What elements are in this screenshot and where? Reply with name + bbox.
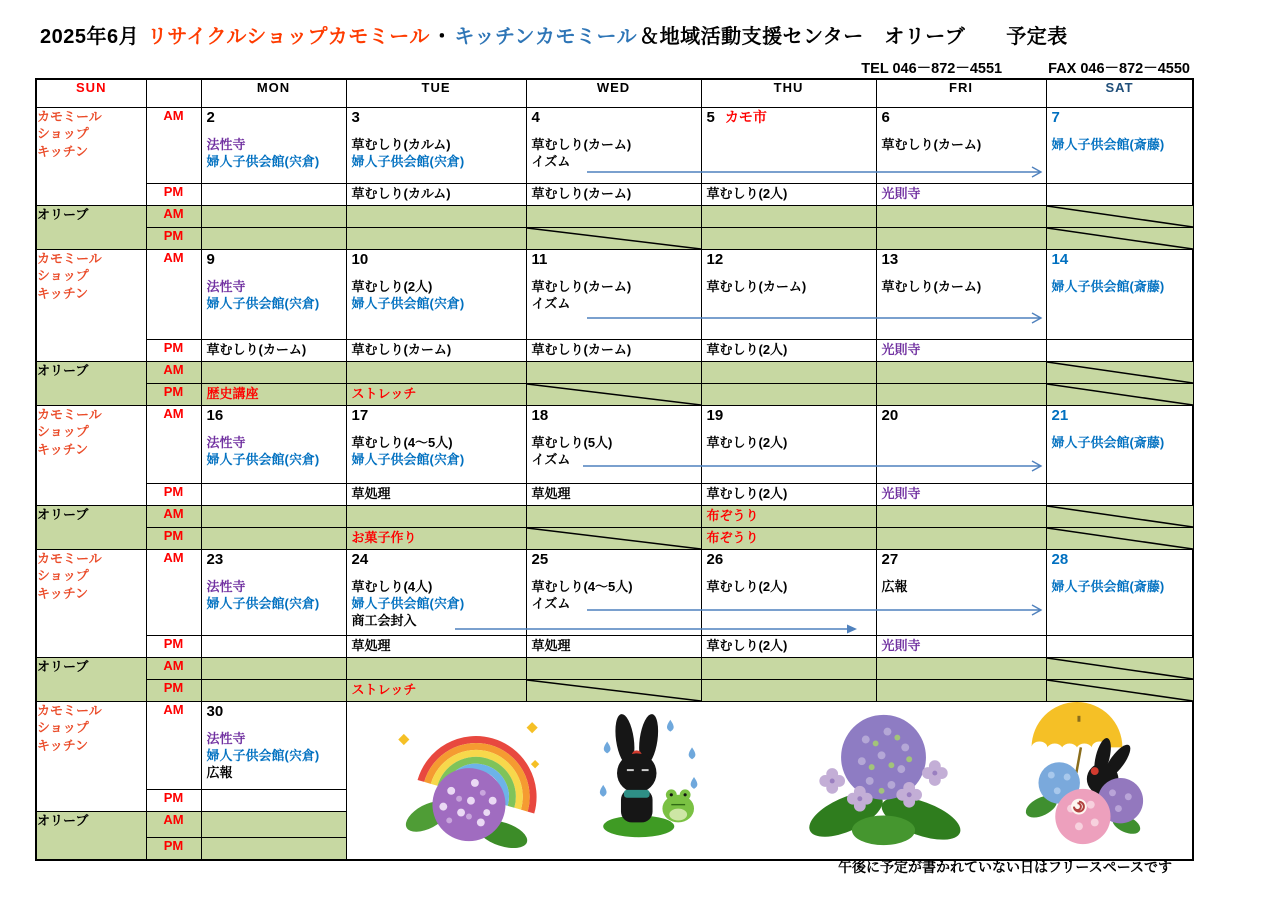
day-cell-pm [1046, 339, 1193, 361]
pm-label: PM [146, 183, 201, 205]
pm-label: PM [146, 527, 201, 549]
day-number: 25 [531, 550, 549, 568]
day-cell-am [701, 107, 876, 183]
event-text: 婦人子供会館(宍倉) [206, 451, 320, 467]
event-text: 草むしり(4人) [351, 579, 433, 594]
event-text: 光則寺 [881, 485, 921, 501]
event-text: 草むしり(2人) [351, 279, 433, 294]
event-text: 草むしり(カーム) [531, 341, 632, 357]
event-text: 草むしり(2人) [706, 637, 788, 653]
day-cell-pm [526, 339, 701, 361]
day-cell-am [1046, 249, 1193, 339]
day-cell-pm [876, 635, 1046, 657]
day-cell-am [201, 249, 346, 339]
olive-cell-pm [701, 679, 876, 701]
olive-cell-pm [876, 679, 1046, 701]
day-cell-pm [701, 635, 876, 657]
pm-label: PM [146, 383, 201, 405]
diagonal-line [1047, 658, 1193, 679]
olive-cell-pm [201, 527, 346, 549]
day-number: 13 [881, 250, 899, 268]
event-text: ストレッチ [351, 385, 417, 401]
header-ampm-col [146, 79, 201, 107]
pm-label: PM [146, 789, 201, 811]
event-text: 商工会封入 [351, 612, 417, 628]
event-text: 婦人子供会館(宍倉) [351, 153, 465, 169]
pm-label: PM [146, 339, 201, 361]
event-text: イズム [531, 295, 571, 311]
diagonal-line [1047, 362, 1193, 383]
olive-cell-am [526, 361, 701, 383]
diagonal-line [1047, 206, 1193, 227]
seasonal-illustrations [347, 702, 1194, 854]
day-badge: カモ市 [724, 108, 767, 125]
event-text: 草むしり(カーム) [531, 185, 632, 201]
am-label: AM [146, 405, 201, 483]
olive-cell-am [526, 657, 701, 679]
day-cell-am [876, 405, 1046, 483]
day-cell-am [1046, 107, 1193, 183]
olive-cell-am [1046, 361, 1193, 383]
olive-cell-pm [701, 527, 876, 549]
am-label: AM [146, 549, 201, 635]
olive-cell-pm [201, 679, 346, 701]
event-text: 草むしり(4～5人) [351, 435, 453, 450]
pm-label: PM [146, 679, 201, 701]
olive-cell-am [201, 505, 346, 527]
olive-cell-pm [526, 227, 701, 249]
am-label: AM [146, 205, 201, 227]
event-text: 婦人子供会館(宍倉) [206, 595, 320, 611]
group-label-chamomile: カモミール ショップ キッチン [36, 405, 146, 505]
event-text: 草むしり(2人) [706, 579, 788, 594]
day-number: 19 [706, 406, 724, 424]
day-cell-pm [1046, 183, 1193, 205]
header-thu: THU [701, 79, 876, 107]
footer-note: 午後に予定が書かれていない日はフリースペースです [837, 859, 1172, 875]
day-cell-am [526, 405, 701, 483]
olive-cell-am [346, 657, 526, 679]
olive-cell-pm [1046, 227, 1193, 249]
event-text: 光則寺 [881, 341, 921, 357]
rainbow-hydrangea-illustration [398, 722, 546, 853]
event-text: 婦人子供会館(宍倉) [206, 747, 320, 763]
header-mon: MON [201, 79, 346, 107]
day-cell-am [526, 549, 701, 635]
event-text: 婦人子供会館(斎藤) [1051, 435, 1165, 450]
day-cell-pm [201, 789, 346, 811]
day-number: 5 カモ市 [706, 108, 767, 126]
day-number: 23 [206, 550, 224, 568]
event-text: 草むしり(4～5人) [531, 579, 633, 594]
event-text: 草むしり(カーム) [351, 341, 452, 357]
day-cell-pm [526, 483, 701, 505]
event-text: 布ぞうり [706, 507, 759, 523]
umbrella-rabbit-hydrangea-illustration [1022, 702, 1143, 844]
olive-cell-pm [701, 383, 876, 405]
day-cell-am [701, 249, 876, 339]
day-number: 4 [531, 108, 540, 126]
day-cell-pm [526, 183, 701, 205]
day-cell-am [876, 549, 1046, 635]
event-text: 婦人子供会館(斎藤) [1051, 137, 1165, 152]
day-cell-am [876, 249, 1046, 339]
event-text: 草むしり(カーム) [706, 279, 807, 294]
olive-cell-am [701, 505, 876, 527]
olive-cell-am [526, 505, 701, 527]
event-text: 草むしり(5人) [531, 435, 613, 450]
group-label-chamomile: カモミール ショップ キッチン [36, 249, 146, 361]
group-label-olive: オリーブ [36, 505, 146, 549]
day-number: 6 [881, 108, 890, 126]
day-number: 10 [351, 250, 369, 268]
olive-cell-am [701, 657, 876, 679]
olive-cell-pm [876, 383, 1046, 405]
pm-label: PM [146, 483, 201, 505]
event-text: 広報 [881, 579, 908, 594]
event-text: イズム [531, 451, 571, 467]
header-sun: SUN [36, 79, 146, 107]
page-title [40, 20, 1070, 49]
event-text: 草むしり(カーム) [531, 137, 632, 152]
rabbit-frog-rain-illustration [599, 712, 696, 836]
olive-cell-pm [1046, 527, 1193, 549]
olive-cell-am [346, 205, 526, 227]
am-label: AM [146, 701, 201, 789]
event-text: イズム [531, 153, 571, 169]
day-number: 12 [706, 250, 724, 268]
olive-cell-pm [876, 227, 1046, 249]
day-cell-pm [201, 183, 346, 205]
olive-cell-am [201, 205, 346, 227]
event-text: 法性寺 [206, 579, 246, 594]
day-cell-am [346, 405, 526, 483]
olive-cell-pm [201, 227, 346, 249]
day-number: 28 [1051, 550, 1069, 568]
title-rest: ＆地域活動支援センター オリーブ 予定表 [639, 26, 1068, 48]
olive-cell-am [876, 505, 1046, 527]
diagonal-line [1047, 506, 1193, 527]
olive-cell-pm [346, 679, 526, 701]
olive-cell-pm [526, 679, 701, 701]
day-cell-pm [876, 483, 1046, 505]
day-cell-am [1046, 405, 1193, 483]
day-cell-pm [346, 339, 526, 361]
day-cell-pm [201, 483, 346, 505]
event-text: 草むしり(2人) [706, 185, 788, 201]
event-text: 婦人子供会館(斎藤) [1051, 279, 1165, 294]
event-text: 婦人子供会館(宍倉) [351, 451, 465, 467]
day-cell-am [201, 405, 346, 483]
day-cell-am [876, 107, 1046, 183]
olive-cell-am [701, 205, 876, 227]
olive-cell-am [201, 811, 346, 838]
day-number: 14 [1051, 250, 1069, 268]
day-cell-pm [1046, 483, 1193, 505]
olive-cell-am [201, 657, 346, 679]
event-text: 布ぞうり [706, 529, 759, 545]
day-number: 30 [206, 702, 224, 720]
event-text: 法性寺 [206, 731, 246, 746]
day-cell-am [201, 549, 346, 635]
group-label-olive: オリーブ [36, 205, 146, 249]
olive-cell-am [1046, 205, 1193, 227]
day-cell-pm [876, 339, 1046, 361]
group-label-chamomile: カモミール ショップ キッチン [36, 107, 146, 205]
pm-label: PM [146, 635, 201, 657]
header-tue: TUE [346, 79, 526, 107]
hydrangea-bouquet-illustration [803, 714, 966, 848]
event-text: 婦人子供会館(斎藤) [1051, 579, 1165, 594]
olive-cell-pm [346, 527, 526, 549]
event-text: 草むしり(2人) [706, 485, 788, 501]
event-text: 草処理 [531, 637, 571, 653]
day-cell-am [701, 405, 876, 483]
diagonal-line [527, 228, 701, 249]
event-text: 広報 [206, 764, 233, 780]
event-text: 草処理 [351, 637, 391, 653]
olive-cell-pm [526, 527, 701, 549]
olive-cell-am [1046, 657, 1193, 679]
day-number: 7 [1051, 108, 1060, 126]
day-number: 20 [881, 406, 899, 424]
event-text: 草処理 [531, 485, 571, 501]
event-text: 光則寺 [881, 185, 921, 201]
title-separator: ・ [431, 26, 453, 48]
event-text: 草むしり(カーム) [206, 341, 307, 357]
am-label: AM [146, 657, 201, 679]
day-cell-pm [346, 183, 526, 205]
event-text: お菓子作り [351, 529, 417, 545]
group-label-chamomile: カモミール ショップ キッチン [36, 701, 146, 811]
group-label-olive: オリーブ [36, 811, 146, 860]
group-label-olive: オリーブ [36, 361, 146, 405]
event-text: 草むしり(カーム) [881, 137, 982, 152]
day-cell-am [201, 107, 346, 183]
event-text: 草むしり(カーム) [881, 279, 982, 294]
am-label: AM [146, 505, 201, 527]
pm-label: PM [146, 838, 201, 860]
day-number: 3 [351, 108, 360, 126]
diagonal-line [1047, 528, 1193, 549]
day-cell-pm [701, 339, 876, 361]
diagonal-line [1047, 228, 1193, 249]
day-number: 21 [1051, 406, 1069, 424]
olive-cell-am [876, 361, 1046, 383]
event-text: 婦人子供会館(宍倉) [351, 295, 465, 311]
title-kitchen-name: キッチンカモミール [454, 26, 638, 48]
calendar-area [35, 78, 1192, 854]
olive-cell-pm [876, 527, 1046, 549]
event-text: 婦人子供会館(宍倉) [351, 595, 465, 611]
day-number: 26 [706, 550, 724, 568]
diagonal-line [527, 680, 701, 701]
contact-info [861, 57, 1190, 78]
event-text: 歴史講座 [206, 385, 259, 401]
olive-cell-pm [1046, 679, 1193, 701]
event-text: 草むしり(カルム) [351, 185, 451, 201]
olive-cell-am [346, 505, 526, 527]
event-text: ストレッチ [351, 681, 417, 697]
olive-cell-am [876, 657, 1046, 679]
day-cell-am [1046, 549, 1193, 635]
day-number: 17 [351, 406, 369, 424]
day-cell-pm [201, 339, 346, 361]
am-label: AM [146, 107, 201, 183]
day-number: 24 [351, 550, 369, 568]
day-cell-am [526, 107, 701, 183]
event-text: 光則寺 [881, 637, 921, 653]
event-text: 草むしり(2人) [706, 435, 788, 450]
day-cell-pm [346, 635, 526, 657]
calendar-table [35, 78, 1194, 861]
olive-cell-pm [701, 227, 876, 249]
day-cell-am [346, 549, 526, 635]
event-text: イズム [531, 595, 571, 611]
day-number: 16 [206, 406, 224, 424]
pm-label: PM [146, 227, 201, 249]
header-fri: FRI [876, 79, 1046, 107]
olive-cell-am [526, 205, 701, 227]
day-cell-am [201, 701, 346, 789]
title-month: 2025年6月 [40, 26, 140, 48]
olive-cell-pm [346, 383, 526, 405]
am-label: AM [146, 249, 201, 339]
olive-cell-pm [346, 227, 526, 249]
olive-cell-pm [201, 838, 346, 860]
illustration-box [346, 701, 1193, 860]
day-cell-pm [701, 183, 876, 205]
olive-cell-am [201, 361, 346, 383]
event-text: 婦人子供会館(宍倉) [206, 153, 320, 169]
day-number: 2 [206, 108, 215, 126]
am-label: AM [146, 361, 201, 383]
day-cell-pm [876, 183, 1046, 205]
olive-cell-pm [1046, 383, 1193, 405]
olive-cell-pm [201, 383, 346, 405]
header-sat: SAT [1046, 79, 1193, 107]
event-text: 法性寺 [206, 279, 246, 294]
event-text: 草処理 [351, 485, 391, 501]
contact-fax: FAX 046－872－4550 [1048, 61, 1190, 77]
day-number: 27 [881, 550, 899, 568]
day-number: 18 [531, 406, 549, 424]
olive-cell-pm [526, 383, 701, 405]
day-cell-pm [1046, 635, 1193, 657]
olive-cell-am [1046, 505, 1193, 527]
day-cell-am [701, 549, 876, 635]
olive-cell-am [876, 205, 1046, 227]
event-text: 草むしり(カーム) [531, 279, 632, 294]
day-cell-pm [346, 483, 526, 505]
header-wed: WED [526, 79, 701, 107]
day-cell-pm [201, 635, 346, 657]
day-number: 9 [206, 250, 215, 268]
day-cell-pm [526, 635, 701, 657]
event-text: 法性寺 [206, 435, 246, 450]
day-number: 11 [531, 250, 548, 268]
day-cell-am [526, 249, 701, 339]
event-text: 法性寺 [206, 137, 246, 152]
group-label-olive: オリーブ [36, 657, 146, 701]
olive-cell-am [701, 361, 876, 383]
event-text: 草むしり(カルム) [351, 137, 451, 152]
day-cell-pm [701, 483, 876, 505]
event-text: 婦人子供会館(宍倉) [206, 295, 320, 311]
day-cell-am [346, 249, 526, 339]
title-shop-name: リサイクルショップカモミール [147, 26, 430, 48]
diagonal-line [1047, 680, 1193, 701]
contact-tel: TEL 046－872－4551 [861, 61, 1003, 77]
diagonal-line [527, 528, 701, 549]
am-label: AM [146, 811, 201, 838]
olive-cell-am [346, 361, 526, 383]
diagonal-line [1047, 384, 1193, 405]
event-text: 草むしり(2人) [706, 341, 788, 357]
diagonal-line [527, 384, 701, 405]
group-label-chamomile: カモミール ショップ キッチン [36, 549, 146, 657]
day-cell-am [346, 107, 526, 183]
